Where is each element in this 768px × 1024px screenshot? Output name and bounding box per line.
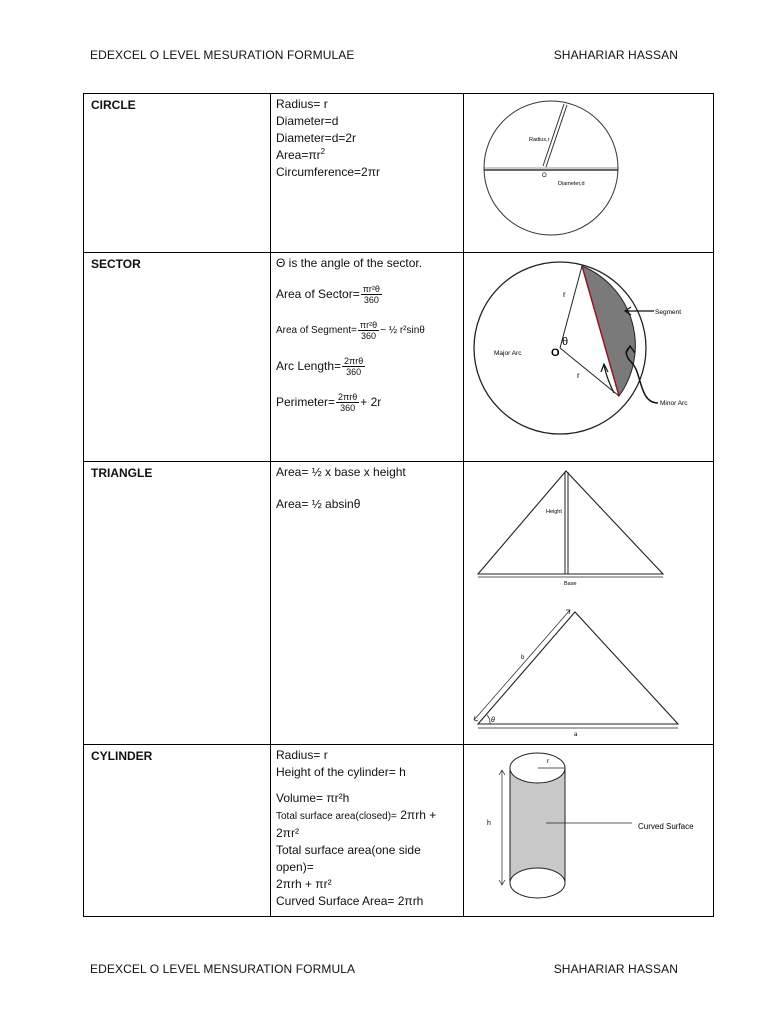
triangle-formulas	[271, 462, 464, 745]
formula-line: Volume= πr²h	[276, 791, 350, 805]
sector-formulas	[271, 253, 464, 462]
radius-label: r	[577, 371, 580, 380]
height-label: Height	[546, 509, 562, 515]
angle-label: θ	[491, 717, 495, 724]
formula-line: Height of the cylinder= h	[276, 765, 406, 779]
formula-line: Radius= r	[276, 97, 328, 111]
height-label: h	[487, 820, 491, 827]
formula-line: Area= ½ absinθ	[276, 497, 361, 511]
radius-label: r	[547, 758, 550, 765]
segment-label: Segment	[655, 309, 682, 316]
table-row-triangle	[84, 462, 714, 745]
formula-line: Arc Length= $\frac{\text{2πrθ}}{360}$	[276, 355, 364, 377]
header-author: SHAHARIAR HASSAN	[553, 48, 678, 62]
table-row-cylinder	[84, 745, 714, 917]
triangle-figure	[464, 462, 714, 745]
cylinder-figure	[464, 745, 714, 917]
formula-line: Area= ½ x base x height	[276, 465, 406, 479]
footer-title: EDEXCEL O LEVEL MENSURATION FORMULA	[90, 962, 356, 976]
major-arc-label: Major Arc	[494, 350, 522, 357]
angle-label: θ	[562, 336, 569, 348]
radius-label: r	[563, 290, 566, 299]
formula-line: $Area=\pi r^2$	[276, 147, 326, 162]
shape-name: TRIANGLE	[84, 462, 271, 745]
shape-name: CYLINDER	[84, 745, 271, 917]
shape-name: SECTOR	[84, 253, 271, 462]
formula-line: Total surface area(one side	[276, 843, 421, 857]
header-title: EDEXCEL O LEVEL MESURATION FORMULAE	[90, 48, 355, 62]
table-row-sector	[84, 253, 714, 462]
formula-line: Perimeter= $\frac{\text{2πrθ}}{360}$ + 2r	[276, 391, 382, 413]
radius-label: Radius,r	[529, 137, 550, 143]
base-label: Base	[564, 581, 577, 587]
formula-line: Diameter=d=2r	[276, 131, 357, 145]
formula-line: Circumference=2πr	[276, 165, 380, 179]
formula-line: open)=	[276, 860, 314, 874]
formula-line: Radius= r	[276, 748, 328, 762]
formula-table	[83, 93, 714, 917]
diameter-label: Diameter,d	[558, 181, 585, 187]
formula-line: Total surface area(closed)= 2πrh +	[276, 808, 437, 822]
curved-surface-label: Curved Surface	[638, 822, 694, 831]
formula-line: 2πrh + πr²	[276, 877, 332, 891]
cylinder-formulas	[271, 745, 464, 917]
footer-author: SHAHARIAR HASSAN	[553, 962, 678, 976]
center-label: O	[551, 347, 560, 359]
shape-name: CIRCLE	[84, 94, 271, 253]
formula-line: Curved Surface Area= 2πrh	[276, 894, 424, 908]
side-a-label: a	[574, 732, 578, 738]
circle-formulas	[271, 94, 464, 253]
formula-line: Area of Segment= $\frac{\text{πr²θ}}{360}$ − ½ r²sinθ	[276, 319, 425, 341]
side-b-label: b	[521, 655, 525, 661]
minor-arc-label: Minor Arc	[660, 400, 688, 407]
formula-line: Θ is the angle of the sector.	[276, 256, 423, 270]
formula-line: Area of Sector= $\frac{\text{πr²θ}}{360}$	[276, 283, 380, 305]
formula-line: Diameter=d	[276, 114, 339, 128]
circle-figure	[464, 94, 714, 253]
formula-line: 2πr²	[276, 826, 299, 840]
table-row-circle	[84, 94, 714, 253]
center-label: O	[542, 173, 547, 179]
sector-figure	[464, 253, 714, 462]
